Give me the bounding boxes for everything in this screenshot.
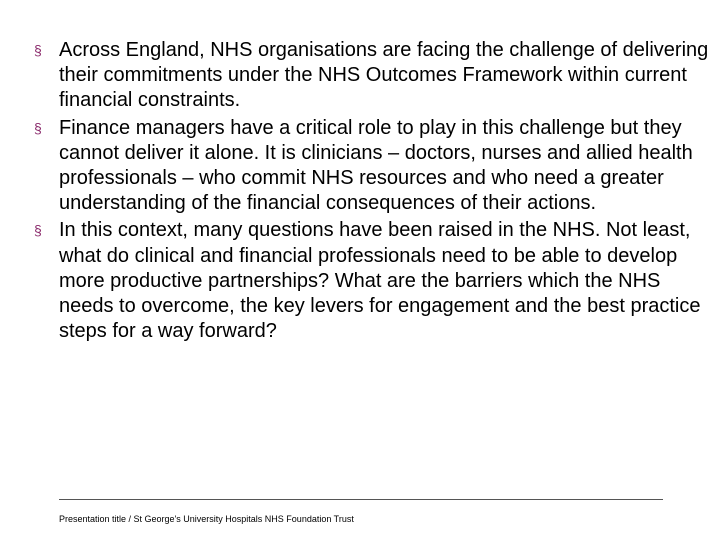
bullet-item (34, 38, 718, 114)
bullet-text: Finance managers have a critical role to play in this challenge but they cannot deliver it alone. It is clinicians – doctors, nurses and allied health professionals – who commit NHS resources and who need a greater understanding of the financial consequences of their actions. (59, 116, 693, 215)
footer-divider (59, 499, 663, 500)
bullet-item (34, 116, 718, 217)
bullet-item (34, 218, 718, 344)
bullet-marker-icon: § (34, 119, 42, 136)
bullet-marker-icon: § (34, 42, 42, 58)
bullet-marker-icon: § (34, 222, 42, 239)
bullet-text: In this context, many questions have been raised in the NHS. Not least, what do clinical and financial professionals need to be able to develop more productive partnerships? What are the barriers which the NHS needs to overcome, the key levers for engagement and the best practice steps for a way forward? (59, 219, 701, 343)
bullet-list (34, 38, 718, 346)
bullet-text: Across England, NHS organisations are facing the challenge of delivering their commitments under the NHS Outcomes Framework within current financial constraints. (59, 39, 709, 112)
footer-text: Presentation title / St George's University Hospitals NHS Foundation Trust (59, 514, 354, 524)
